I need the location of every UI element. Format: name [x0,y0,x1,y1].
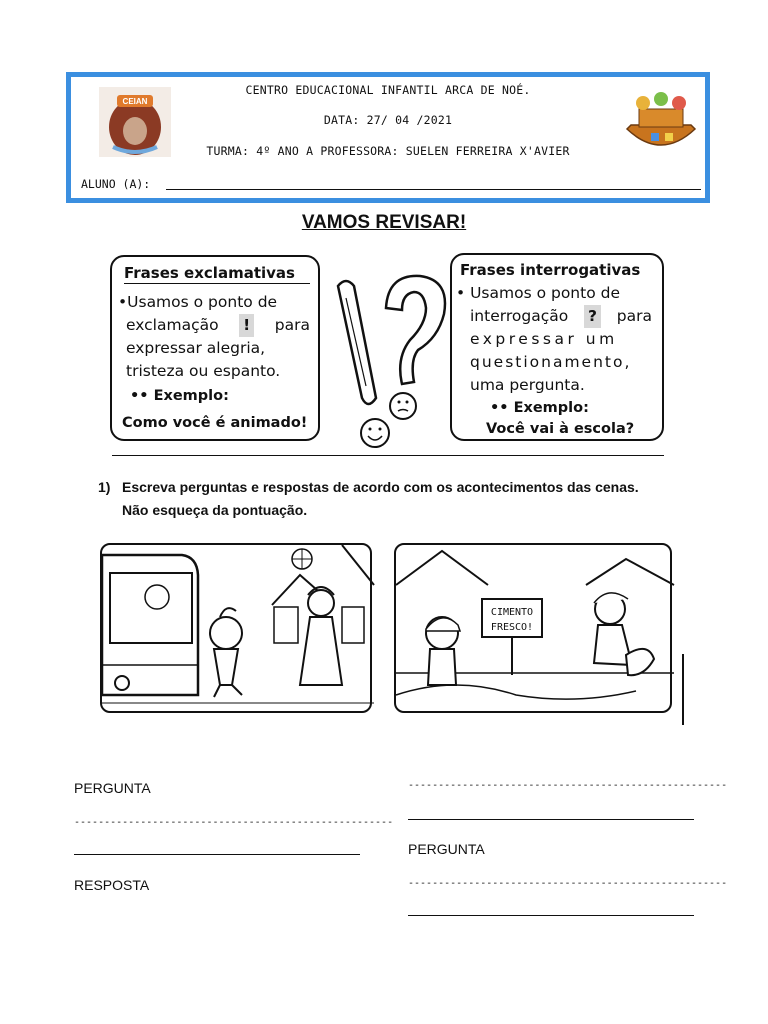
interrogative-line1: • Usamos o ponto de [456,284,620,302]
interrogative-panel [450,253,664,441]
right-answer-dash-line[interactable]: ----------------------------------------------------- [408,780,728,791]
school-header [66,72,710,203]
exclamative-example-label: •• Exemplo: [130,388,229,404]
student-name-field[interactable] [166,189,701,190]
page-title: VAMOS REVISAR! [301,212,467,233]
exclamative-title: Frases exclamativas [124,264,295,282]
scene-fresh-cement-drawing [396,545,674,715]
scene-bus-girl [100,543,372,713]
exclamative-title-rule [124,283,310,284]
left-question-label: PERGUNTA [74,780,151,796]
interrogative-line5: uma pergunta. [470,376,585,394]
right-question-underline[interactable] [408,915,694,916]
left-question-dash-line[interactable]: ----------------------------------------------------- [74,817,394,828]
interrogative-example-label: •• Exemplo: [490,400,589,416]
interrogative-example: Você vai à escola? [486,421,635,437]
exclamation-shape [338,281,376,404]
school-logo-left [99,87,171,157]
scene-edge-mark [682,654,684,724]
right-answer-underline[interactable] [408,819,694,820]
exclamative-panel [110,255,320,441]
exclamative-example: Como você é animado! [122,415,308,431]
right-question-label: PERGUNTA [408,841,485,857]
exclamative-line1: •Usamos o ponto de [118,293,278,311]
school-name: CENTRO EDUCACIONAL INFANTIL ARCA DE NOÉ. [245,83,531,97]
exclamation-mark: ! [239,314,254,337]
date-line: DATA: 27/ 04 /2021 [323,113,453,127]
interrogative-line2 [470,305,652,328]
sign-line1: CIMENTO [490,607,534,618]
left-question-underline[interactable] [74,854,360,855]
scene-bus-girl-drawing [102,545,374,715]
exclamative-line4: tristeza ou espanto. [126,362,281,380]
interrogative-line2-b: para [616,307,652,325]
question-dot-face [390,393,416,419]
scene-fresh-cement [394,543,672,713]
interrogative-title: Frases interrogativas [460,261,641,279]
exercise-number: 1) [98,479,111,495]
question-shape [386,276,445,384]
exercise-line2: Não esqueça da pontuação. [122,502,308,518]
exclamative-line2-a: exclamação [126,316,219,334]
exclamative-line2-b: para [274,316,310,334]
student-label: ALUNO (A): [81,177,151,191]
class-teacher-line: TURMA: 4º ANO A PROFESSORA: SUELEN FERREIRA X'AVIER [206,144,570,158]
left-answer-label: RESPOSTA [74,877,150,893]
exercise-line1: Escreva perguntas e respostas de acordo com os acontecimentos das cenas. [122,479,639,495]
exclamation-dot-face [361,419,389,447]
question-mark: ? [584,305,601,328]
exclamative-line2 [126,314,310,337]
interrogative-line3: expressar um [470,330,618,348]
punctuation-illustration [318,268,458,458]
interrogative-line4: questionamento, [470,353,632,371]
section-divider [112,455,664,456]
sign-line2: FRESCO! [490,622,534,633]
logo-left-text: CEIAN [122,97,148,106]
interrogative-line2-a: interrogação [470,307,569,325]
exercise-instructions [98,476,698,522]
exclamative-line3: expressar alegria, [126,339,266,357]
right-question-dash-line[interactable]: ----------------------------------------------------- [408,878,728,889]
noah-ark-logo [621,89,701,161]
